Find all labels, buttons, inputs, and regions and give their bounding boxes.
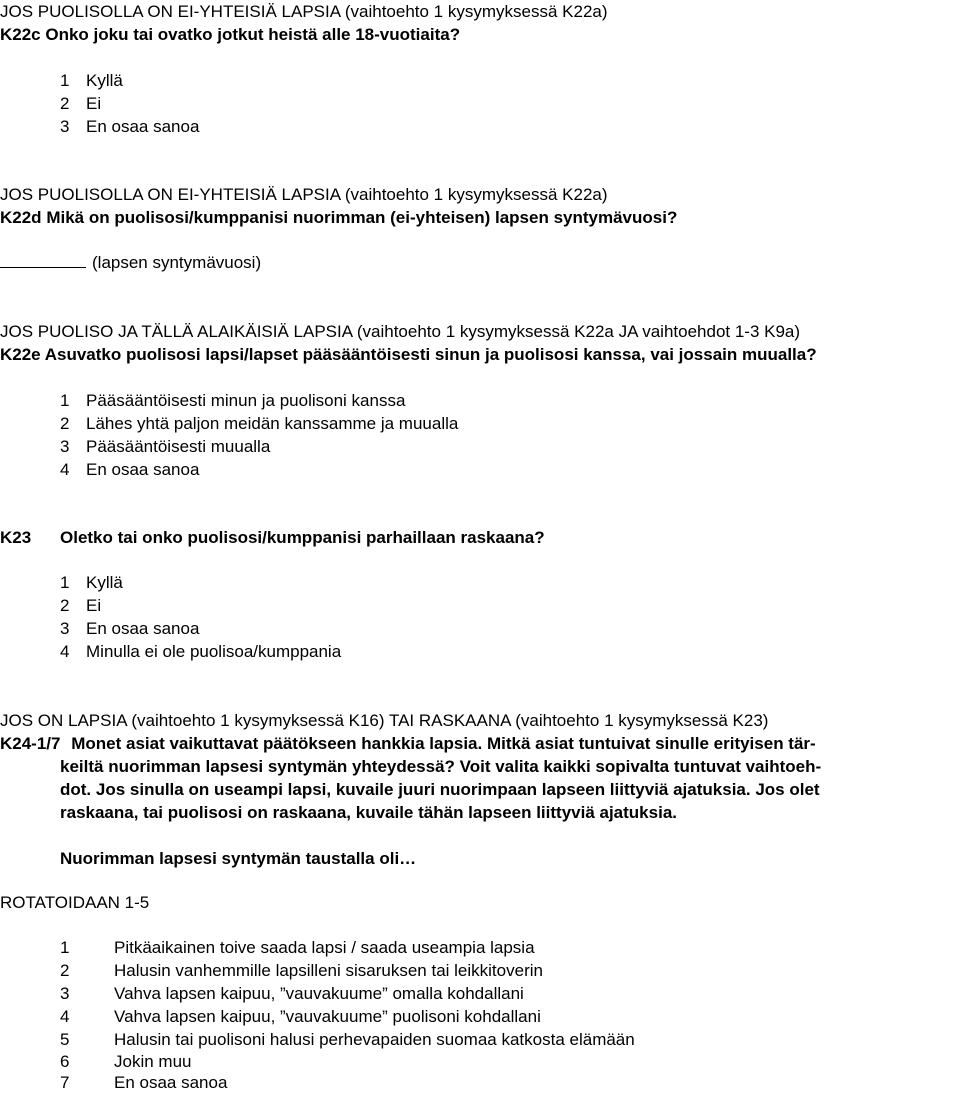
option-number: 7 [60,1073,70,1092]
option-number: 4 [60,1007,70,1026]
k24-code: K24-1/7 [0,734,61,753]
option-label: Ei [86,596,102,615]
birth-year-input-blank[interactable] [0,251,86,268]
k22d-answer-hint: (lapsen syntymävuosi) [92,253,262,272]
option-label: Pääsääntöisesti minun ja puolisoni kanssa [86,391,406,410]
option-number: 1 [60,938,70,957]
k24-option-7[interactable] [0,1071,960,1093]
k22e-option-3[interactable] [0,435,960,458]
k24-question-line-2: keiltä nuorimman lapsesi syntymän yhteydessä? Voit valita kaikki sopivalta tuntuvat vaihtoeh- [60,757,822,776]
option-number: 3 [60,619,70,638]
k23-question-line [0,526,960,549]
k22c-question-line [0,23,460,46]
k22c-question: Onko joku tai ovatko jotkut heistä alle 18-vuotiaita? [45,25,461,44]
option-label: Vahva lapsen kaipuu, ”vauvakuume” omalla kohdallani [114,984,524,1003]
option-label: En osaa sanoa [86,619,200,638]
option-label: Halusin vanhemmille lapsilleni sisaruksen tai leikkitoverin [114,961,543,980]
k24-question-line-4: raskaana, tai puolisosi on raskaana, kuvaile tähän lapseen liittyviä ajatuksia. [60,803,677,822]
k22c-option-1[interactable] [0,69,960,92]
option-number: 3 [60,437,70,456]
option-label: Vahva lapsen kaipuu, ”vauvakuume” puolisoni kohdallani [114,1007,541,1026]
k23-option-1[interactable] [0,571,960,594]
k22c-option-2[interactable] [0,92,960,115]
k22d-condition: JOS PUOLISOLLA ON EI-YHTEISIÄ LAPSIA (vaihtoehto 1 kysymyksessä K22a) [0,185,608,204]
k24-question-line-3: dot. Jos sinulla on useampi lapsi, kuvaile juuri nuorimpaan lapseen liittyviä ajatuksia. Jos olet [60,780,820,799]
k22c-condition: JOS PUOLISOLLA ON EI-YHTEISIÄ LAPSIA (vaihtoehto 1 kysymyksessä K22a) [0,2,608,21]
k22e-question: Asuvatko puolisosi lapsi/lapset pääsääntöisesti sinun ja puolisosi kanssa, vai jossain muualla? [44,345,817,364]
option-label: Ei [86,94,102,113]
option-number: 3 [60,117,70,136]
k24-condition: JOS ON LAPSIA (vaihtoehto 1 kysymyksessä K16) TAI RASKAANA (vaihtoehto 1 kysymyksessä K23) [0,711,769,730]
option-label: Halusin tai puolisoni halusi perhevapaiden suomaa katkosta elämään [114,1030,635,1049]
k22d-answer [0,251,261,274]
option-label: Jokin muu [114,1052,192,1071]
k22c-option-3[interactable] [0,115,960,138]
k22d-code: K22d [0,208,42,227]
option-number: 2 [60,94,70,113]
option-label: En osaa sanoa [86,460,200,479]
option-number: 2 [60,414,70,433]
option-label: En osaa sanoa [114,1073,228,1092]
k23-option-4[interactable] [0,640,960,663]
option-number: 1 [60,71,70,90]
option-label: Pitkäaikainen toive saada lapsi / saada useampia lapsia [114,938,535,957]
k22e-option-2[interactable] [0,412,960,435]
option-number: 2 [60,961,70,980]
option-number: 6 [60,1052,70,1071]
option-number: 4 [60,460,70,479]
k24-subheading: Nuorimman lapsesi syntymän taustalla oli… [60,849,417,868]
k24-option-3[interactable] [0,982,960,1005]
k23-question: Oletko tai onko puolisosi/kumppanisi parhaillaan raskaana? [60,528,545,547]
k22e-question-line [0,343,817,366]
option-label: Pääsääntöisesti muualla [86,437,271,456]
k24-option-2[interactable] [0,959,960,982]
k23-option-3[interactable] [0,617,960,640]
k22e-code: K22e [0,345,41,364]
k24-option-1[interactable] [0,936,960,959]
option-number: 2 [60,596,70,615]
option-number: 4 [60,642,70,661]
k24-option-6[interactable] [0,1050,960,1072]
option-number: 5 [60,1030,70,1049]
k23-option-2[interactable] [0,594,960,617]
option-number: 1 [60,573,70,592]
k22d-question: Mikä on puolisosi/kumppanisi nuorimman (ei-yhteisen) lapsen syntymävuosi? [46,208,678,227]
option-number: 3 [60,984,70,1003]
option-number: 1 [60,391,70,410]
k22e-option-4[interactable] [0,458,960,481]
k24-question-line-1 [0,732,816,755]
option-label: Minulla ei ole puolisoa/kumppania [86,642,342,661]
k22d-question-line [0,206,677,229]
option-label: Kyllä [86,71,123,90]
option-label: Lähes yhtä paljon meidän kanssamme ja muualla [86,414,459,433]
k22c-code: K22c [0,25,41,44]
k22e-option-1[interactable] [0,389,960,412]
option-label: En osaa sanoa [86,117,200,136]
rotation-note: ROTATOIDAAN 1-5 [0,893,150,912]
k24-option-5[interactable] [0,1028,960,1051]
option-label: Kyllä [86,573,123,592]
k23-code: K23 [0,528,32,547]
k24-question-text-1: Monet asiat vaikuttavat päätökseen hankkia lapsia. Mitkä asiat tuntuivat sinulle erityisen tär- [71,734,816,753]
k22e-condition: JOS PUOLISO JA TÄLLÄ ALAIKÄISIÄ LAPSIA (vaihtoehto 1 kysymyksessä K22a JA vaihtoehdot 1-3 K9a) [0,322,801,341]
k24-option-4[interactable] [0,1005,960,1028]
